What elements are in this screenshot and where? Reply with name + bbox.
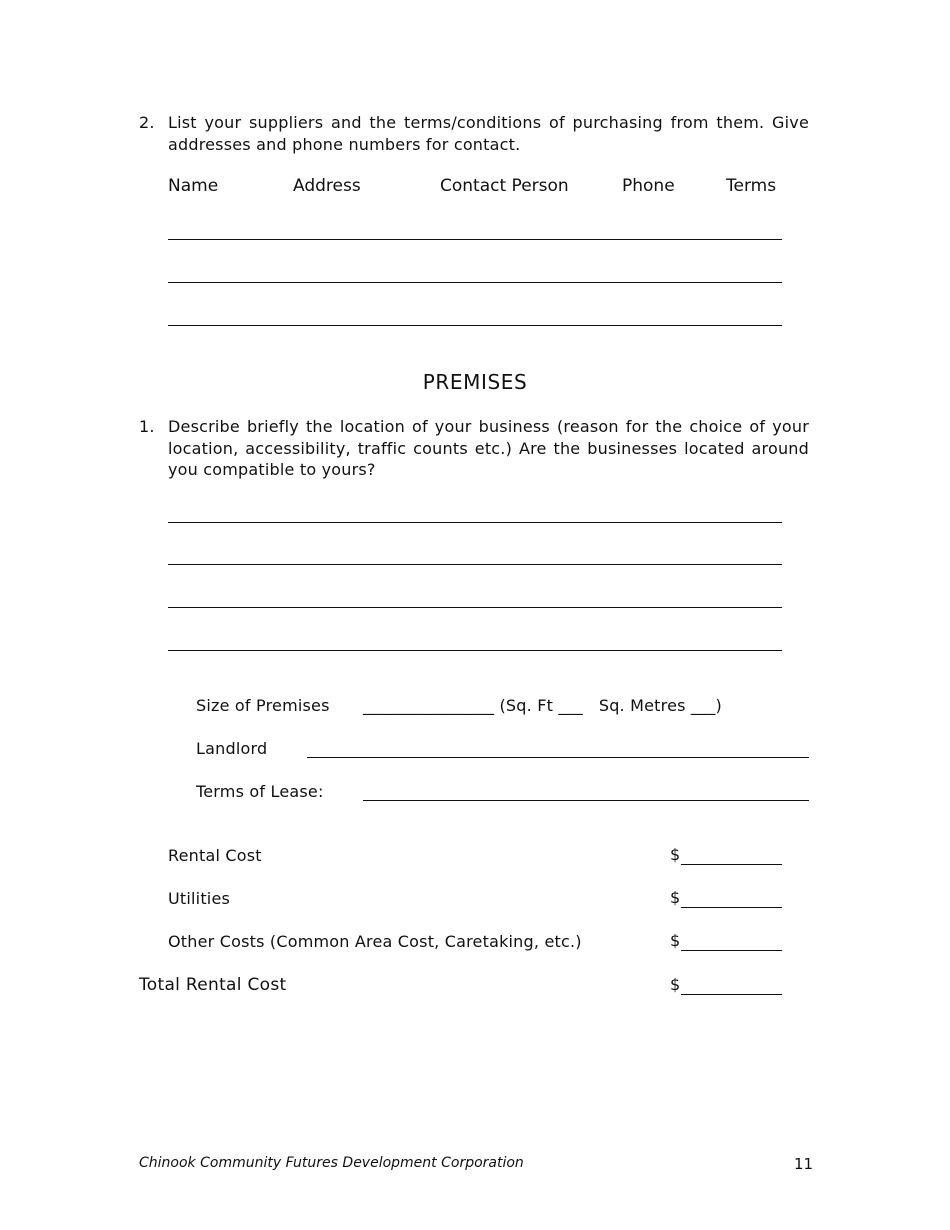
premises-question-number: 1.	[139, 417, 155, 436]
other-costs-currency: $	[670, 931, 681, 950]
utilities-label: Utilities	[168, 889, 231, 908]
page-number: 11	[794, 1155, 814, 1173]
column-header-address: Address	[293, 176, 361, 196]
column-header-phone: Phone	[622, 176, 675, 196]
landlord-field[interactable]	[307, 757, 809, 758]
supplier-question-text: List your suppliers and the terms/conditions of purchasing from them. Give addresses and phone numbers for contact.	[168, 113, 809, 154]
size-of-premises-label: Size of Premises	[196, 696, 330, 715]
utilities-currency: $	[670, 888, 681, 907]
column-header-name: Name	[168, 176, 219, 196]
premises-answer-line[interactable]	[168, 564, 782, 565]
supplier-answer-line[interactable]	[168, 325, 782, 326]
rental-cost-field[interactable]	[681, 864, 782, 865]
premises-answer-line[interactable]	[168, 607, 782, 608]
premises-answer-line[interactable]	[168, 650, 782, 651]
supplier-answer-line[interactable]	[168, 239, 782, 240]
premises-answer-line[interactable]	[168, 522, 782, 523]
terms-of-lease-label: Terms of Lease:	[196, 782, 324, 801]
column-header-terms: Terms	[726, 176, 777, 196]
other-costs-field[interactable]	[681, 950, 782, 951]
total-rental-cost-field[interactable]	[681, 994, 782, 995]
premises-question-text: Describe briefly the location of your business (reason for the choice of your location, accessibility, traffic counts etc.) Are the businesses located around you compatible to yours?	[168, 417, 809, 479]
rental-cost-currency: $	[670, 845, 681, 864]
total-rental-cost-currency: $	[670, 975, 681, 994]
landlord-label: Landlord	[196, 739, 268, 758]
supplier-question-number: 2.	[139, 113, 155, 132]
rental-cost-label: Rental Cost	[168, 846, 262, 865]
supplier-answer-line[interactable]	[168, 282, 782, 283]
size-of-premises-field[interactable]: ________________ (Sq. Ft ___ Sq. Metres ___)	[363, 696, 722, 715]
premises-heading: PREMISES	[422, 370, 528, 394]
terms-of-lease-field[interactable]	[363, 800, 809, 801]
utilities-field[interactable]	[681, 907, 782, 908]
column-header-contact-person: Contact Person	[440, 176, 569, 196]
total-rental-cost-label: Total Rental Cost	[139, 975, 287, 995]
other-costs-label: Other Costs (Common Area Cost, Caretaking, etc.)	[168, 932, 582, 951]
footer-organization: Chinook Community Futures Development Corporation	[139, 1155, 524, 1171]
